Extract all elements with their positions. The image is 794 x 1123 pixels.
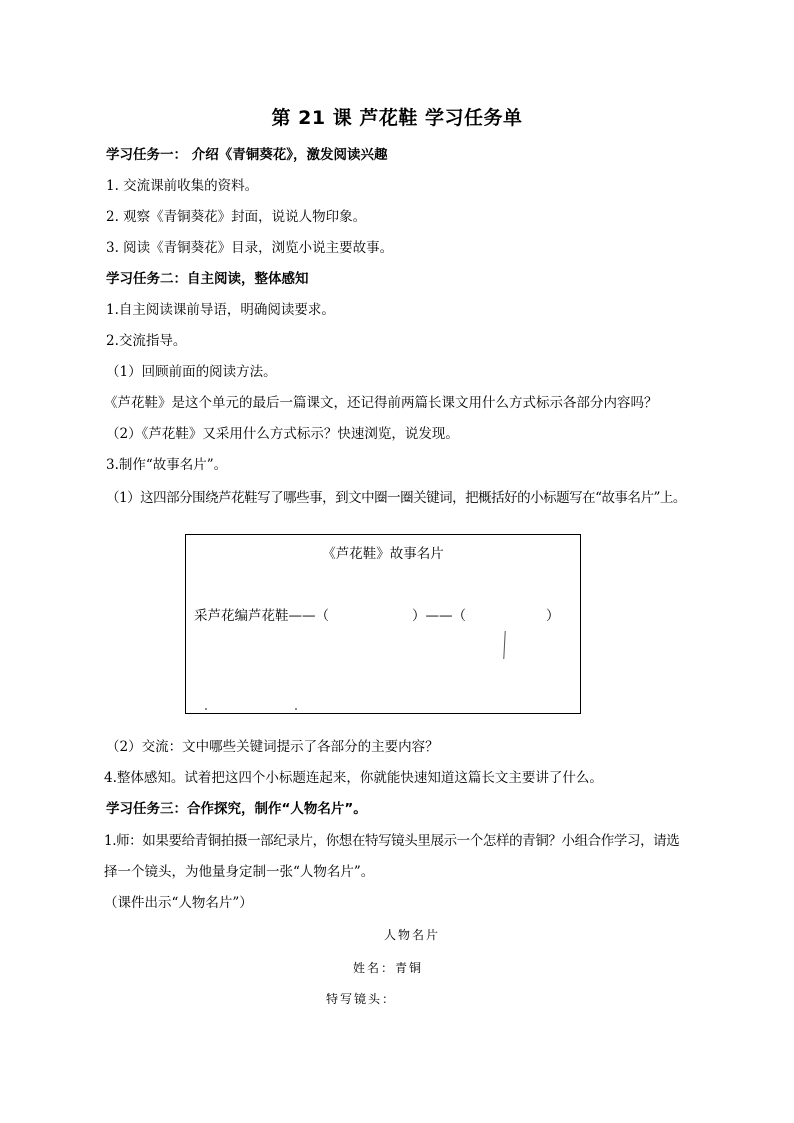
- task2-line: （2）《芦花鞋》又采用什么方式标示？快速浏览，说发现。: [106, 426, 459, 442]
- task1-item: 2. 观察《青铜葵花》封面，说说人物印象。: [106, 209, 367, 225]
- speck: [295, 708, 297, 710]
- task3-line: 择一个镜头，为他量身定制一张“人物名片”。: [104, 864, 375, 880]
- task2-line: （1）这四部分围绕芦花鞋写了哪些事，到文中圈一圈关键词，把概括好的小标题写在“故事名片”上。: [106, 490, 686, 506]
- task3-heading: 学习任务三：合作探究，制作“人物名片”。: [106, 801, 367, 817]
- task1-item: 3. 阅读《青铜葵花》目录，浏览小说主要故事。: [106, 240, 394, 256]
- story-card-end: ）: [546, 608, 560, 624]
- task3-line: 1.师：如果要给青铜拍摄一部纪录片，你想在特写镜头里展示一个怎样的青铜？小组合作学习，请选: [104, 833, 680, 849]
- story-card-first: 采芦花编芦花鞋——（: [194, 608, 329, 624]
- page-title: 第 21 课 芦花鞋 学习任务单: [271, 107, 523, 129]
- namecard-name: 姓名：青铜: [353, 961, 424, 975]
- task1-item: 1. 交流课前收集的资料。: [106, 178, 259, 194]
- story-card: [185, 534, 581, 714]
- task2-line: （2）交流：文中哪些关键词提示了各部分的主要内容？: [106, 739, 439, 755]
- task3-line: （课件出示“人物名片”）: [104, 895, 253, 911]
- story-card-title: 《芦花鞋》故事名片: [322, 546, 444, 562]
- speck: [205, 708, 207, 710]
- task2-line: （1）回顾前面的阅读方法。: [106, 364, 277, 380]
- pen-mark: [503, 631, 505, 659]
- task2-heading: 学习任务二：自主阅读，整体感知: [106, 271, 309, 287]
- namecard-closeup: 特写镜头：: [326, 992, 397, 1006]
- story-card-mid: ）——（: [412, 608, 466, 624]
- task2-line: 4.整体感知。试着把这四个小标题连起来，你就能快速知道这篇长文主要讲了什么。: [104, 770, 603, 786]
- task2-line: 《芦花鞋》是这个单元的最后一篇课文，还记得前两篇长课文用什么方式标示各部分内容吗？: [104, 395, 658, 411]
- task2-line: 2.交流指导。: [106, 333, 187, 349]
- task2-line: 3.制作“故事名片”。: [106, 457, 228, 473]
- task1-heading: 学习任务一： 介绍《青铜葵花》，激发阅读兴趣: [106, 147, 388, 163]
- task2-line: 1.自主阅读课前导语，明确阅读要求。: [106, 302, 335, 318]
- namecard-title: 人物名片: [384, 928, 441, 942]
